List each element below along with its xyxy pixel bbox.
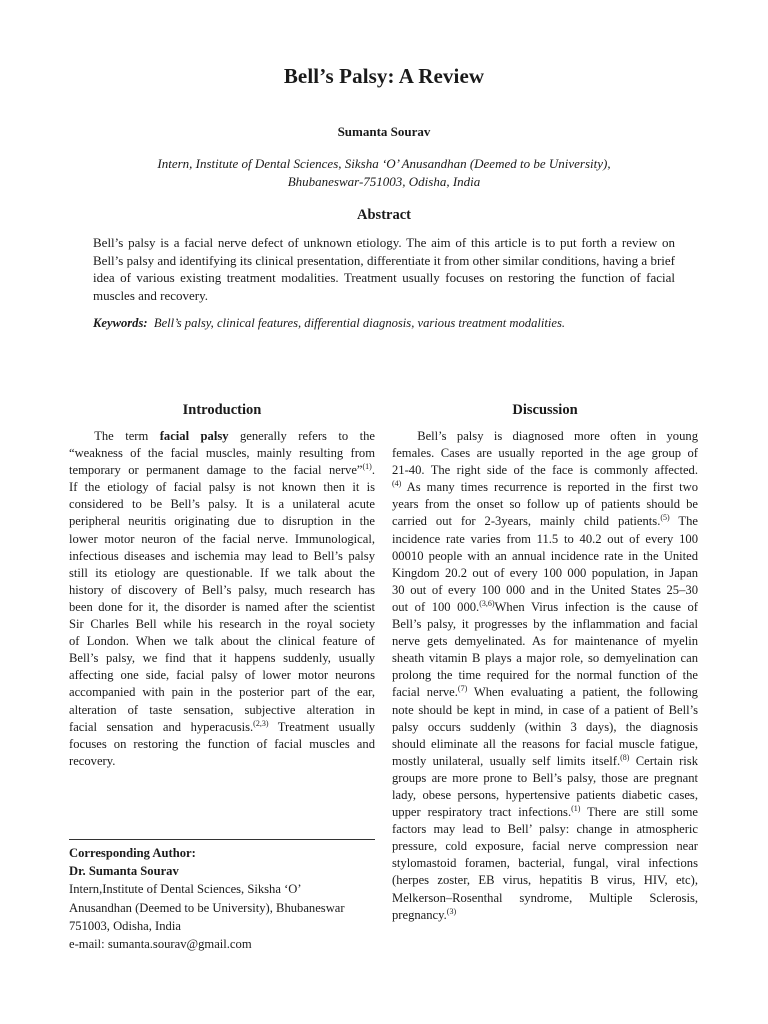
text-line: 21-40. The right side of the face is commonly affected. [392,463,698,478]
discussion-heading: Discussion [512,402,578,418]
affiliation-line: Bhubaneswar-751003, Odisha, India [287,174,481,189]
text-line: palsy occurs suddenly (within 3 days), the diagnosis [392,719,698,734]
paper-title: Bell’s Palsy: A Review [283,64,485,88]
corresponding-address: 751003, Odisha, India [69,918,181,933]
text-line: lady, obese persons, hypertensive patients diabetic cases, [392,787,698,802]
abstract-heading: Abstract [357,207,411,223]
text-line: note should be kept in mind, in case of a patient of Bell’s [392,702,698,717]
text-line: considered to be Bell’s palsy. It is a unilateral acute [69,497,375,512]
citation: (3) [446,906,457,916]
text-line: sheath vitamin B plays a major role, so demyelination can [392,651,698,666]
text-line: accompanied with pain in the posterior part of the ear, [69,685,375,700]
text-line: nerve gets demyelinated. As for maintenance of myelin [392,634,698,649]
text-line: Melkerson–Rosenthal syndrome, Multiple Sclerosis, [392,890,698,905]
text-line: focuses on restoring the function of facial muscles and [69,736,375,751]
text-line: Bell’s palsy, it progresses by the inflammation and facial [392,617,698,632]
text-line: affecting one side, facial palsy of lower motor neurons [69,668,375,683]
text-line: facial nerve.$^{(7)}$ When evaluating a patient, the following [392,684,698,700]
corresponding-name: Dr. Sumanta Sourav [69,864,179,879]
text-line: peripheral neuritis originating due to disruption in the [69,514,375,529]
citation: (1) [571,804,581,814]
text-line: 30 out of every 100 000 and in the United States 25–30 [392,582,698,597]
corresponding-address: Anusandhan (Deemed to be University), Bhubaneswar [69,900,345,915]
text-line: years from the onset so follow up of patients should be [392,497,698,512]
abstract-text: Bell’s palsy is a facial nerve defect of unknown etiology. The aim of this article is to put forth a review on Bell’s palsy and identifying its clinical presentation, differentiate it from other similar conditions, having a brief idea of various existing treatment modalities. Treatment usually focuses on restoring the function of facial muscles and recovery. [93,235,675,304]
citation: (3,6) [479,598,495,608]
citation: (1) [362,462,372,472]
text-line: The term facial palsy generally refers to the [94,429,375,443]
text-line: factors may lead to Bell’ palsy: change in atmospheric [392,822,698,837]
keywords-label: Keywords: [93,316,148,330]
text-line: Bell’s palsy is diagnosed more often in young [417,429,698,443]
text-line: If the etiology of facial palsy is not known then it is [69,480,375,495]
text-line: mostly unilateral, usually self limits itself.$^{(8)}$ Certain risk [392,752,698,768]
author-affiliation [0,155,768,191]
text-line: of London. When we talk about the clinical feature of [69,634,375,649]
text-line: Sir Charles Bell while his research in the royal society [69,617,375,632]
affiliation-line: Intern, Institute of Dental Sciences, Siksha ‘O’ Anusandhan (Deemed to be University), [157,156,611,171]
text-line: incidence rate varies from 11.5 to 40.2 out of every 100 [392,531,698,546]
text-line: history of discovery of Bell’s palsy, much research has [69,582,375,597]
text-line: still its etiology are questionable. If we talk about the [69,565,375,580]
discussion-body [392,428,698,924]
citation: (5) [660,513,670,523]
text-line: females. Cases are usually reported in the age group of [392,446,698,461]
text-line: out of 100 000.$^{(3,6)}$When Virus infection is the cause of [392,598,698,614]
text-line: $^{(4)}$ As many times recurrence is reported in the first two [392,479,698,495]
text-line: recovery. [69,753,116,768]
text-line: temporary or permanent damage to the facial nerve”$^{(1)}$. [69,462,375,478]
keywords-list: Bell’s palsy, clinical features, differential diagnosis, various treatment modalities. [153,316,566,330]
text-line: alteration of taste sensation, subjective alteration in [69,702,375,717]
text-line: Kingdom 20.2 out of every 100 000 population, in Japan [392,565,698,580]
text-line: stylomastoid foramen, bacterial, fungal, viral infections [392,856,698,871]
citation: (8) [620,752,630,762]
text-line: been done for it, the disorder is named after the scientist [69,599,375,614]
text-line: groups are more prone to Bell’s palsy, those are pregnant [392,770,698,785]
text-line: carried out for 2-3years, mainly child patients.$^{(5)}$ The [392,513,698,529]
citation: (4) [392,479,402,489]
citation: (7) [457,684,468,694]
text-line: prolong the time required for the normal function of the [392,668,698,683]
introduction-body [69,428,375,770]
text-line: facial sensation and hyperacusis.$^{(2,3)}$ Treatment usually [69,718,375,734]
corresponding-author [69,844,389,953]
text-line: pressure, cold exposure, facial nerve compression near [392,839,698,854]
text-line: 00010 people with an annual incidence rate in the United [392,548,698,563]
corresponding-email: e-mail: sumanta.sourav@gmail.com [69,937,252,952]
introduction-heading: Introduction [182,402,262,418]
text-line: lower motor neuron of the facial nerve. Immunological, [69,531,375,546]
keywords [93,316,693,331]
text-line: upper respiratory tract infections.$^{(1)}$ There are still some [392,804,698,820]
footnote-divider [69,839,375,840]
citation: (2,3) [253,718,269,728]
text-line: pregnancy.$^{(3)}$ [392,906,457,922]
text-line: Bell’s palsy, we find that it happens suddenly, usually [69,651,375,666]
text-line: infectious diseases and ischemia may lead to Bell’s palsy [69,548,375,563]
corresponding-label: Corresponding Author: [69,846,196,860]
text-line: (herpes zoster, EB virus, hepatitis B virus, HIV, etc), [392,873,698,888]
text-line: should eliminate all the reasons for facial muscle fatigue, [392,736,698,751]
text-line: “weakness of the facial muscles, mainly resulting from [69,446,375,461]
corresponding-address: Intern,Institute of Dental Sciences, Siksha ‘O’ [69,882,302,897]
author-name: Sumanta Sourav [337,124,431,139]
